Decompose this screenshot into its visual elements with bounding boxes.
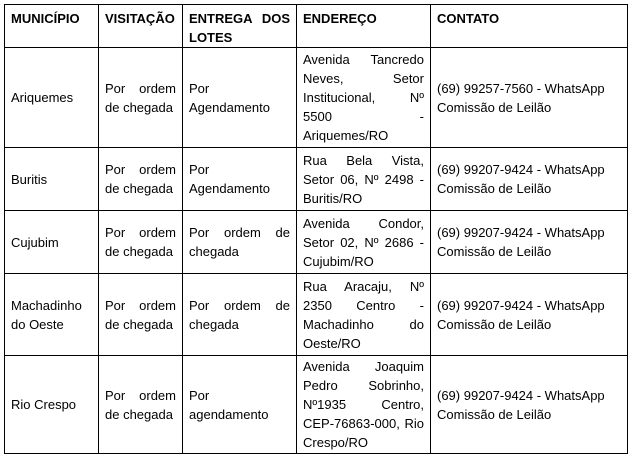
- header-entrega: ENTREGA DOS LOTES: [183, 5, 297, 48]
- cell-municipio: Rio Crespo: [5, 356, 99, 454]
- header-contato: CONTATO: [431, 5, 628, 48]
- cell-contato: (69) 99207-9424 - WhatsApp Comissão de Leilão: [431, 274, 628, 356]
- header-visitacao: VISITAÇÃO: [99, 5, 183, 48]
- cell-entrega: Por ordem de chegada: [183, 274, 297, 356]
- cell-visitacao: Por ordem de chegada: [99, 48, 183, 148]
- cell-contato: (69) 99207-9424 - WhatsApp Comissão de Leilão: [431, 356, 628, 454]
- cell-entrega: Por agendamento: [183, 356, 297, 454]
- cell-visitacao: Por ordem de chegada: [99, 274, 183, 356]
- header-endereco: ENDEREÇO: [297, 5, 431, 48]
- cell-visitacao: Por ordem de chegada: [99, 356, 183, 454]
- table-row: [5, 48, 628, 148]
- cell-contato: (69) 99207-9424 - WhatsApp Comissão de Leilão: [431, 148, 628, 211]
- cell-municipio: Machadinho do Oeste: [5, 274, 99, 356]
- cell-endereco: Rua Aracaju, Nº 2350 Centro - Machadinho do Oeste/RO: [297, 274, 431, 356]
- cell-contato: (69) 99257-7560 - WhatsApp Comissão de Leilão: [431, 48, 628, 148]
- table-row: [5, 274, 628, 356]
- table-row: [5, 211, 628, 274]
- cell-entrega: Por ordem de chegada: [183, 211, 297, 274]
- header-row: [5, 5, 628, 48]
- cell-endereco: Rua Bela Vista, Setor 06, Nº 2498 - Buritis/RO: [297, 148, 431, 211]
- cell-visitacao: Por ordem de chegada: [99, 211, 183, 274]
- cell-visitacao: Por ordem de chegada: [99, 148, 183, 211]
- table-row: [5, 148, 628, 211]
- cell-municipio: Ariquemes: [5, 48, 99, 148]
- cell-endereco: Avenida Condor, Setor 02, Nº 2686 - Cujubim/RO: [297, 211, 431, 274]
- cell-endereco: Avenida Joaquim Pedro Sobrinho, Nº1935 Centro, CEP-76863-000, Rio Crespo/RO: [297, 356, 431, 454]
- cell-endereco: Avenida Tancredo Neves, Setor Institucional, Nº 5500 - Ariquemes/RO: [297, 48, 431, 148]
- header-municipio: MUNICÍPIO: [5, 5, 99, 48]
- table-row: [5, 356, 628, 454]
- cell-contato: (69) 99207-9424 - WhatsApp Comissão de Leilão: [431, 211, 628, 274]
- cell-entrega: Por Agendamento: [183, 48, 297, 148]
- lots-table: [4, 4, 628, 454]
- cell-municipio: Buritis: [5, 148, 99, 211]
- cell-municipio: Cujubim: [5, 211, 99, 274]
- cell-entrega: Por Agendamento: [183, 148, 297, 211]
